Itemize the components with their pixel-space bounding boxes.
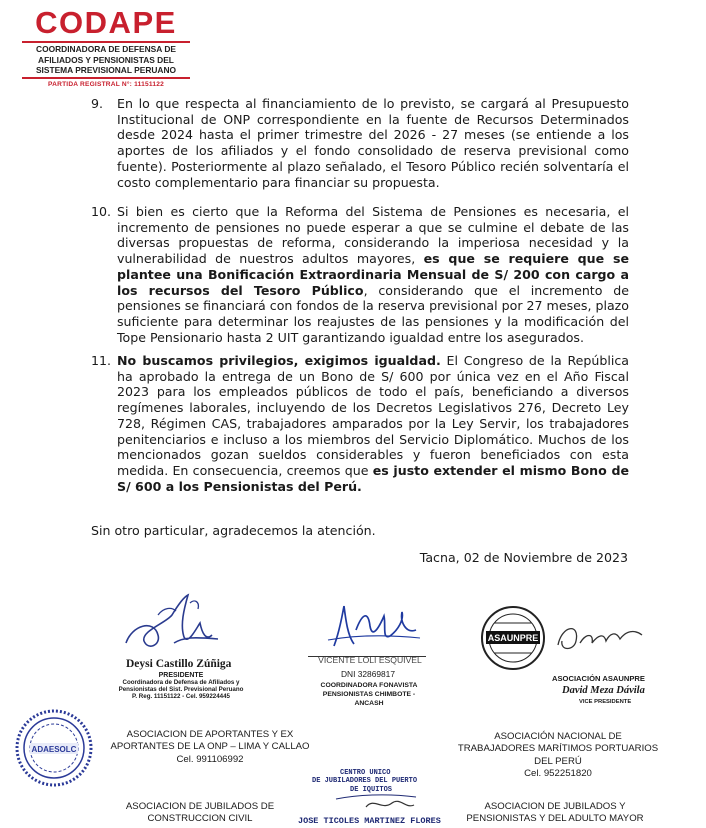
list-item-9 [91, 96, 629, 190]
signatory-org: Coordinadora de Defensa de Afiliados y Pensionistas del Sist. Previsional Peruano [118, 679, 244, 693]
org-line-2: AFILIADOS Y PENSIONISTAS DEL [38, 54, 174, 65]
org-line-2: TRABAJADORES MARÍTIMOS PORTUARIOS [457, 743, 659, 755]
org-block-aportantes [110, 729, 310, 766]
item-text [117, 96, 629, 190]
org-line-2: PENSIONISTAS Y DEL ADULTO MAYOR [466, 813, 644, 825]
codape-logo [22, 6, 192, 88]
item-text [117, 204, 629, 345]
org-line-3: DEL PERÚ [534, 755, 582, 767]
item-11-bold-a: No buscamos privilegios, exigimos igualdad. [117, 353, 441, 368]
signatory-role-line-1: COORDINADORA FONAVISTA [320, 682, 418, 689]
handwritten-signature-icon [114, 585, 234, 657]
org-line-1: ASOCIACION DE JUBILADOS DE [125, 801, 275, 812]
org-block-adulto-mayor [450, 801, 660, 826]
list-item-11 [91, 353, 629, 494]
signatory-name: Deysi Castillo Zúñiga [126, 658, 232, 670]
signatory-role-line-2: PENSIONISTAS CHIMBOTE - ANCASH [322, 691, 416, 707]
signatory-registry: P. Reg. 11151122 - Cel. 959224445 [132, 693, 230, 700]
seal-text: ASAUNPRE [487, 633, 539, 643]
item-10-text-a: Si bien es cierto que la Reforma del Sistema de Pensiones es necesaria, el incremento de pensiones no puede esperar a que se culmine el debate de las diversas propuestas de reforma, considerando la imperiosa necesidad y la vulnerabilidad de nuestros adultos mayores, [117, 204, 629, 267]
org-line-2: CONSTRUCCION CIVIL [147, 813, 253, 825]
org-block-maritimos [448, 731, 668, 781]
item-11-text-a: El Congreso de la República ha aprobado la entrega de un Bono de S/ 600 por única vez en el Año Fiscal 2023 para los empleados públicos de todo el país, beneficiando a diversos regímenes laborales, incluyendo de los Decretos Legislativos 276, Decreto Ley 728, Régimen CAS, trabajadores amparados por la Ley Servir, los trabajadores penitenciarios e incluso a los miembros del Servicio Diplomático. Muchos de los mencionados gozan sueldos considerables y fueron beneficiados con esta medida. En consecuencia, creemos que [117, 353, 629, 478]
item-number: 11. [91, 353, 112, 368]
org-line-1: ASOCIACION DE JUBILADOS Y [484, 801, 626, 812]
logo-wordmark: CODAPE [35, 5, 177, 40]
stamp-line-1: CENTRO UNICO [340, 769, 391, 777]
place-and-date: Tacna, 02 de Noviembre de 2023 [419, 550, 628, 565]
registry-number: PARTIDA REGISTRAL N°: 11151122 [48, 80, 164, 88]
iquitos-stamp [296, 767, 446, 828]
item-9-text: En lo que respecta al financiamiento de lo previsto, se cargará al Presupuesto Institucional de ONP correspondiente en la fuente de Recursos Determinados desde 2024 hasta el primer trimestre del 2026 - 27 meses (se entiende a los aportes de los afiliados y el fondo consolidado de reserva previsional como fuente). Posteriormente al plazo señalado, el Tesoro Público recién solventaría el costo complementario para financiar su propuesta. [117, 96, 629, 190]
org-line-1: ASOCIACIÓN NACIONAL DE [494, 731, 622, 742]
seal-text: ADAESOLC [31, 745, 77, 754]
stamp-line-2: DE JUBILADORES DEL PUERTO [312, 777, 418, 785]
org-line-1: COORDINADORA DE DEFENSA DE [36, 44, 176, 54]
org-phone: Cel. 952251820 [524, 768, 592, 780]
closing-sentence: Sin otro particular, agradecemos la atención. [91, 523, 376, 538]
item-11-bold-b: es justo extender el mismo Bono de S/ 600 a los Pensionistas del Perú. [117, 462, 629, 494]
signatory-name: David Meza Dávila [562, 685, 645, 696]
item-number: 10. [91, 204, 112, 219]
signature-block-coordinator [300, 600, 480, 710]
handwritten-signature-icon [550, 615, 650, 665]
item-10-text-b: , considerando que el incremento de pensiones se financiará con fondos de la reserva previsional por 27 meses, plazo suficiente para determinar los reajustes de las pensiones y la modificación del Tope Pensionario hasta 2 UIT garantizando igualdad entre los asegurados. [117, 282, 629, 345]
signatory-dni: DNI 32869817 [340, 669, 395, 679]
item-10-bold: es que se requiere que se plantee una Bonificación Extraordinaria Mensual de S/ 200 con cargo a los recursos del Tesoro Público [117, 251, 629, 298]
stamp-name: JOSE TICOLES MARTINEZ FLORES [298, 816, 441, 826]
signature-block-president [100, 585, 270, 705]
org-block-construccion-civil [100, 801, 300, 826]
org-line-1: ASOCIACION DE APORTANTES Y EX [126, 729, 294, 740]
signatory-role [308, 681, 430, 708]
asaunpre-seal-icon [480, 605, 546, 671]
signatory-title: PRESIDENTE [158, 672, 204, 679]
item-text [117, 353, 629, 494]
adaesolc-seal-icon [14, 708, 94, 788]
handwritten-signature-icon [320, 600, 430, 658]
org-line-2: APORTANTES DE LA ONP – LIMA Y CALLAO [110, 741, 310, 753]
list-item-10 [91, 204, 629, 345]
signatory-name: VICENTE LOLI ESQUIVEL [318, 655, 422, 665]
signature-block-vice-president [476, 605, 656, 705]
org-line-3: SISTEMA PREVISIONAL PERUANO [35, 65, 177, 75]
stamp-line-3: DE IQUITOS [350, 786, 393, 794]
org-phone: Cel. 991106992 [176, 753, 244, 765]
signatory-title: VICE PRESIDENTE [579, 699, 632, 705]
logo-organization-name [22, 41, 190, 79]
item-number: 9. [91, 96, 104, 111]
signatory-role [106, 672, 256, 700]
signatory-org: ASOCIACIÓN ASAUNPRE [552, 674, 645, 683]
